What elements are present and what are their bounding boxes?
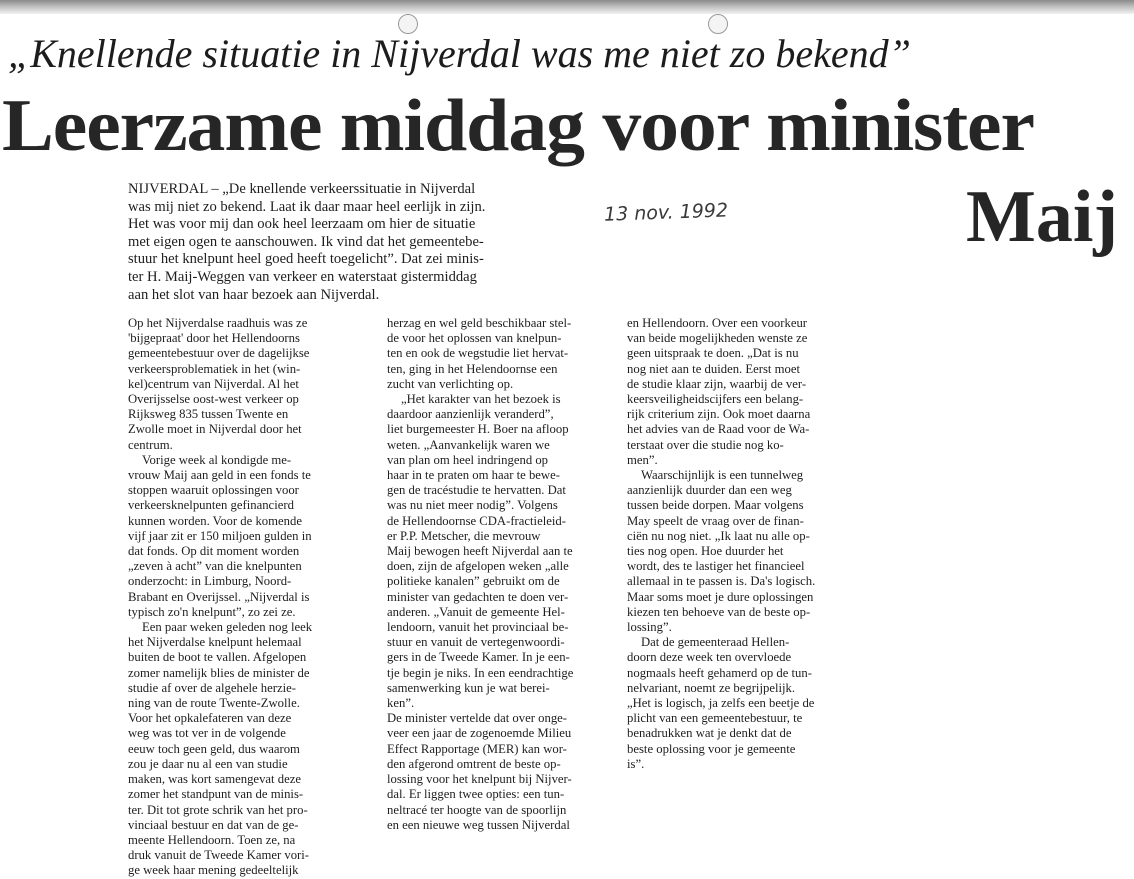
body-line: verkeersproblematiek in het (win- (128, 361, 301, 376)
body-line: stuur en vanuit de vertegenwoordi- (387, 635, 565, 650)
body-line: het Nijverdalse knelpunt helemaal (128, 635, 302, 650)
body-line: studie af over de algehele herzie- (128, 680, 297, 695)
body-line: Overijsselse oost-west verkeer op (128, 392, 299, 407)
body-line: gemeentebestuur over de dagelijkse (128, 346, 310, 361)
body-line: rijk criterium zijn. Ook moet daarna (627, 407, 811, 422)
body-line: is”. (627, 756, 645, 771)
body-line: centrum. (128, 437, 173, 452)
body-line: 'bijgepraat' door het Hellendoorns (128, 331, 300, 346)
body-line: vijf jaar zit er 150 miljoen gulden in (128, 528, 312, 543)
body-line: Een paar weken geleden nog leek (142, 620, 313, 635)
body-line: zucht van verlichting op. (387, 376, 514, 391)
body-line: kel)centrum van Nijverdal. Al het (128, 376, 299, 391)
body-line: men”. (627, 452, 658, 467)
body-line: neltracé ter hoogte van de spoorlijn (387, 802, 567, 817)
body-line: tje begin je niks. In een eendrachtige (387, 665, 574, 680)
body-column-3 (627, 316, 835, 772)
body-line: meente Hellendoorn. Toen ze, na (128, 832, 296, 847)
body-line: weten. „Aanvankelijk waren we (387, 437, 550, 452)
lead-line: aan het slot van haar bezoek aan Nijverdal. (128, 286, 380, 303)
body-line: wordt, des te lastiger het financieel (627, 559, 805, 574)
body-line: dat fonds. Op dit moment worden (128, 544, 300, 559)
scan-top-edge (0, 0, 1134, 14)
body-line: vrouw Maij aan geld in een fonds te (128, 468, 311, 483)
body-line: herzag en wel geld beschikbaar stel- (387, 316, 572, 330)
body-line: dal. Er liggen twee opties: een tun- (387, 787, 565, 802)
body-line: politieke kanalen” gebruikt om de (387, 574, 560, 589)
body-line: lendoorn, vanuit het provinciaal be- (387, 620, 569, 635)
body-line: nelvariant, noemt ze begrijpelijk. (627, 680, 796, 695)
body-line: beste oplossing voor je gemeente (627, 741, 796, 756)
lead-line: stuur het knelpunt heel goed heeft toegelicht”. Dat zei minis- (128, 251, 484, 268)
body-line: ten, ging in het Helendoornse een (387, 361, 558, 376)
body-line: Waarschijnlijk is een tunnelweg (641, 468, 804, 483)
body-line: De minister vertelde dat over onge- (387, 711, 568, 726)
body-line: haar in te praten om haar te bewe- (387, 468, 560, 483)
body-line: vinciaal bestuur en dat van de ge- (128, 817, 299, 832)
body-line: Maij bewogen heeft Nijverdal aan te (387, 544, 573, 559)
body-line: Op het Nijverdalse raadhuis was ze (128, 316, 308, 330)
body-line: ken”. (387, 696, 415, 711)
body-line: minister van gedachten te doen ver- (387, 589, 569, 604)
body-line: Vorige week al kondigde me- (142, 452, 292, 467)
body-line: gers in de Tweede Kamer. In je een- (387, 650, 570, 665)
body-line: tussen beide dorpen. Maar volgens (627, 498, 804, 513)
body-line: van beide mogelijkheden wenste ze (627, 331, 808, 346)
body-line: keersveiligheidscijfers een belang- (627, 392, 804, 407)
body-line: stoppen waaruit oplossingen voor (128, 483, 299, 498)
body-line: was nu niet meer nodig”. Volgens (387, 498, 558, 513)
body-column-1 (128, 316, 324, 879)
lead-line: Het was voor mij dan ook heel leerzaam om hier de situatie (128, 216, 476, 233)
body-column-2 (387, 316, 593, 833)
body-line: druk vanuit de Tweede Kamer vori- (128, 848, 310, 863)
body-line: den afgerond omtrent de beste op- (387, 756, 561, 771)
body-line: samenwerking kun je wat berei- (387, 680, 550, 695)
body-line: ning van de route Twente-Zwolle. (128, 696, 300, 711)
body-line: Maar soms moet je dure oplossingen (627, 589, 814, 604)
body-line: „Het is logisch, ja zelfs een beetje de (627, 696, 815, 711)
body-line: en een nieuwe weg tussen Nijverdal (387, 817, 570, 832)
body-line: lossing voor het knelpunt bij Nijver- (387, 772, 572, 787)
body-line: benadrukken wat je denkt dat de (627, 726, 792, 741)
body-line: eeuw toch geen geld, dus waarom (128, 741, 300, 756)
body-line: verkeersknelpunten gefinancierd (128, 498, 294, 513)
body-line: May speelt de vraag over de finan- (627, 513, 804, 528)
body-line: doen, zijn de afgelopen weken „alle (387, 559, 569, 574)
body-line: lossing”. (627, 620, 672, 635)
body-line: zou je daar nu al een van studie (128, 756, 288, 771)
body-line: maken, was kort samengevat deze (128, 772, 301, 787)
body-line: buiten de boot te vallen. Afgelopen (128, 650, 307, 665)
body-line: er P.P. Metscher, die mevrouw (387, 528, 541, 543)
body-line: nog niet aan te duiden. Eerst moet (627, 361, 800, 376)
body-line: zomer namelijk blies de minister de (128, 665, 310, 680)
body-line: Brabant en Overijssel. „Nijverdal is (128, 589, 310, 604)
body-line: geen uitspraak te doen. „Dat is nu (627, 346, 799, 361)
body-line: de Hellendoornse CDA-fractieleid- (387, 513, 566, 528)
body-line: anderen. „Vanuit de gemeente Hel- (387, 604, 565, 619)
body-line: weg was tot ver in de volgende (128, 726, 286, 741)
body-line: „Het karakter van het bezoek is (401, 392, 561, 407)
body-line: ten en ook de wegstudie liet hervat- (387, 346, 569, 361)
body-line: typisch zo'n knelpunt”, zo zei ze. (128, 604, 296, 619)
body-line: zomer het standpunt van de minis- (128, 787, 304, 802)
body-line: liet burgemeester H. Boer na afloop (387, 422, 569, 437)
lead-line: ter H. Maij-Weggen van verkeer en waterstaat gistermiddag (128, 268, 477, 285)
body-line: Effect Rapportage (MER) kan wor- (387, 741, 567, 756)
body-line: ter. Dit tot grote schrik van het pro- (128, 802, 308, 817)
body-line: Voor het opkalefateren van deze (128, 711, 292, 726)
body-line: „zeven à acht” van die knelpunten (128, 559, 302, 574)
body-line: allemaal in te passen is. Da's logisch. (627, 574, 816, 589)
article-headline: Leerzame middag voor minister (2, 85, 1034, 167)
lead-line: met eigen ogen te aanschouwen. Ik vind dat het gemeentebe- (128, 233, 484, 250)
body-line: doorn deze week ten overvloede (627, 650, 792, 665)
body-line: aanzienlijk duurder dan een weg (627, 483, 792, 498)
body-line: ties nog open. Hoe duurder het (627, 544, 784, 559)
body-line: gen de tracéstudie te hervatten. Dat (387, 483, 566, 498)
body-line: nogmaals heeft gehamerd op de tun- (627, 665, 812, 680)
body-line: en Hellendoorn. Over een voorkeur (627, 316, 808, 330)
article-headline-continuation: Maij (966, 176, 1119, 258)
body-line: onderzocht: in Limburg, Noord- (128, 574, 292, 589)
body-line: de studie klaar zijn, waarbij de ver- (627, 376, 807, 391)
body-line: terstaat over die studie nog ko- (627, 437, 784, 452)
body-line: plicht van een gemeentebestuur, te (627, 711, 803, 726)
body-line: Rijksweg 835 tussen Twente en (128, 407, 289, 422)
body-line: ge week haar mening gedeeltelijk (128, 863, 299, 878)
lead-line: was mij niet zo bekend. Laat ik daar maar heel eerlijk in zijn. (128, 198, 486, 215)
body-line: de voor het oplossen van knelpun- (387, 331, 562, 346)
body-line: ciën nu nog niet. „Ik laat nu alle op- (627, 528, 810, 543)
body-line: veer een jaar de zogenoemde Milieu (387, 726, 572, 741)
body-line: kunnen worden. Voor de komende (128, 513, 302, 528)
article-lead (128, 181, 542, 304)
lead-line: NIJVERDAL – „De knellende verkeerssituatie in Nijverdal (128, 181, 476, 197)
body-line: het advies van de Raad voor de Wa- (627, 422, 810, 437)
body-line: Dat de gemeenteraad Hellen- (641, 635, 790, 650)
handwritten-date-note: 13 nov. 1992 (603, 199, 729, 226)
body-line: daardoor aanzienlijk veranderd”, (387, 407, 554, 422)
body-line: Zwolle moet in Nijverdal door het (128, 422, 302, 437)
body-line: van plan om heel indringend op (387, 452, 549, 467)
body-line: kiezen ten behoeve van de beste op- (627, 604, 811, 619)
article-kicker: „Knellende situatie in Nijverdal was me niet zo bekend” (8, 31, 911, 76)
